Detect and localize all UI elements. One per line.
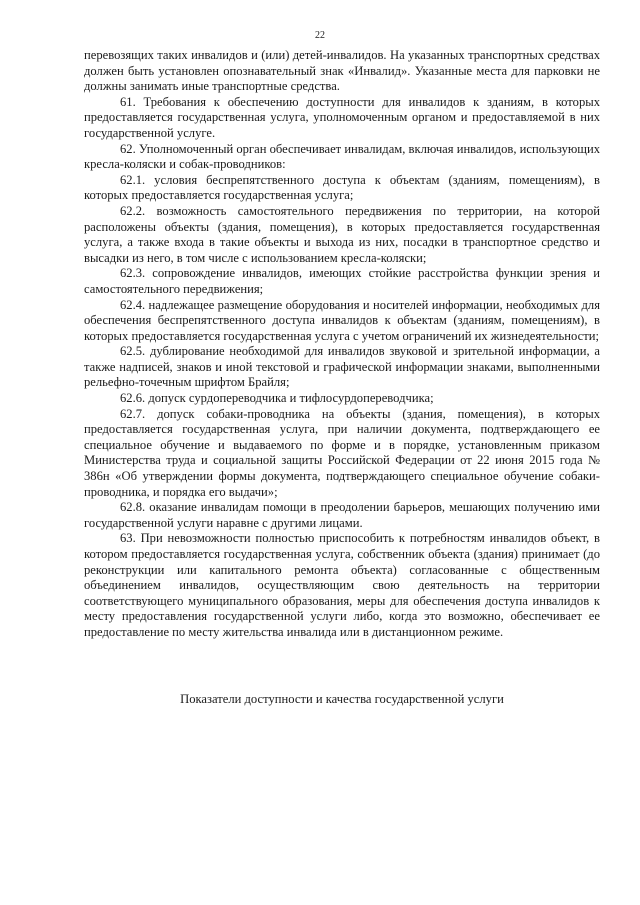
paragraph-62-2: 62.2. возможность самостоятельного передвижения по территории, на которой расположены объекты (здания, помещения), в которых предоставляется государственная услуга, а также входа в такие объекты и выхода из них, посадки в транспортное средство и высадки из него, в том числе с использованием кресла-коляски; <box>84 203 600 265</box>
section-heading: Показатели доступности и качества государственной услуги <box>180 692 504 706</box>
body-text <box>84 48 600 641</box>
page-number: 22 <box>315 30 325 41</box>
paragraph-62-7: 62.7. допуск собаки-проводника на объекты (здания, помещения), в которых предоставляется государственная услуга, при наличии документа, подтверждающего ее специальное обучение и выдаваемого по форме и в порядке, установленным приказом Министерства труда и социальной защиты Российской Федерации от 22 июня 2015 года № 386н «Об утверждении формы документа, подтверждающего специальное обучение собаки-проводника, и порядка его выдачи»; <box>84 406 600 499</box>
paragraph-62-1: 62.1. условия беспрепятственного доступа к объектам (зданиям, помещениям), в которых предоставляется государственная услуга; <box>84 172 600 203</box>
paragraph-62-5: 62.5. дублирование необходимой для инвалидов звуковой и зрительной информации, а также надписей, знаков и иной текстовой и графической информации знаками, выполненными рельефно-точечным шрифтом Брайля; <box>84 344 600 390</box>
paragraph-62: 62. Уполномоченный орган обеспечивает инвалидам, включая инвалидов, использующих кресла-коляски и собак-проводников: <box>84 141 601 172</box>
paragraph-62-3: 62.3. сопровождение инвалидов, имеющих стойкие расстройства функции зрения и самостоятельного передвижения; <box>84 266 600 296</box>
paragraph-62-8: 62.8. оказание инвалидам помощи в преодолении барьеров, мешающих получению ими государственной услуги наравне с другими лицами. <box>84 500 600 530</box>
paragraph-62-4: 62.4. надлежащее размещение оборудования и носителей информации, необходимых для обеспечения беспрепятственного доступа инвалидов к объектам (зданиям, помещениям), в которых предоставляется государственная услуга с учетом ограничений их жизнедеятельности; <box>84 297 600 343</box>
paragraph-62-6: 62.6. допуск сурдопереводчика и тифлосурдопереводчика; <box>120 391 434 406</box>
paragraph-61: 61. Требования к обеспечению доступности для инвалидов к зданиям, в которых предоставляется государственная услуга, уполномоченным органом и предоставляемой в них государственной услуге. <box>84 94 600 140</box>
paragraph-continuation: перевозящих таких инвалидов и (или) детей-инвалидов. На указанных транспортных средствах должен быть установлен опознавательный знак «Инвалид». Указанные места для парковки не должны занимать иные транспортные средства. <box>84 48 600 94</box>
paragraph-63: 63. При невозможности полностью приспособить к потребностям инвалидов объект, в котором предоставляется государственная услуга, собственник объекта (здания) принимает (до реконструкции или капитального ремонта объекта) согласованные с общественным объединением инвалидов, осуществляющим свою деятельность на территории соответствующего муниципального образования, меры для обеспечения доступа инвалидов к месту предоставления государственной услуги либо, когда это возможно, обеспечивает ее предоставление по месту жительства инвалида или в дистанционном режиме. <box>84 531 600 639</box>
